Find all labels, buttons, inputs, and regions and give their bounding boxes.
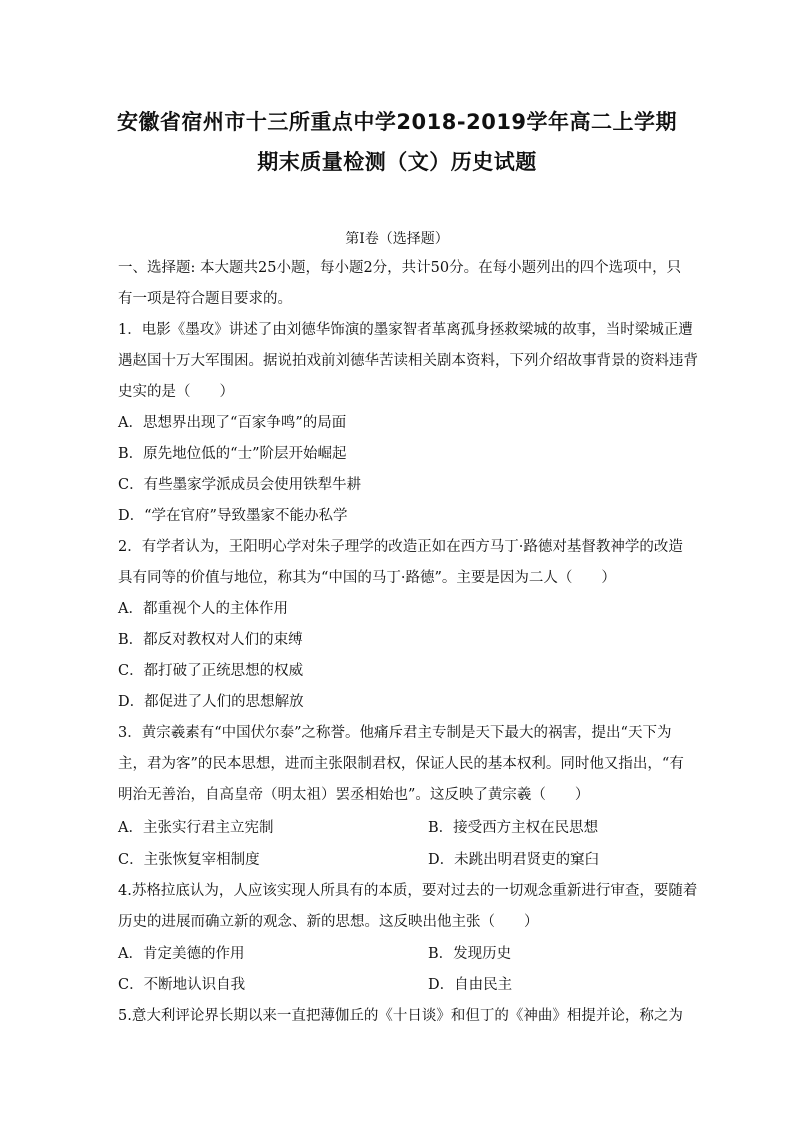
question-1-option-d: D．“学在官府”导致墨家不能办私学 [118, 508, 348, 524]
section-heading: 第I卷（选择题） [345, 231, 449, 247]
question-2-option-d: D．都促进了人们的思想解放 [118, 694, 304, 710]
question-1-option-a: A．思想界出现了“百家争鸣”的局面 [118, 415, 347, 431]
question-4-option-d: D．自由民主 [428, 977, 513, 993]
question-1-stem: 1．电影《墨攻》讲述了由刘德华饰演的墨家智者革离孤身拯救梁城的故事，当时梁城正遭 [118, 322, 693, 338]
question-2-option-b: B．都反对教权对人们的束缚 [118, 632, 303, 648]
question-3-option-a: A．主张实行君主立宪制 [118, 820, 274, 836]
instructions-line: 有一项是符合题目要求的。 [118, 291, 292, 307]
question-1-option-b: B．原先地位低的“士”阶层开始崛起 [118, 446, 347, 462]
question-4-option-b: B．发现历史 [428, 946, 512, 962]
question-4-stem: 4.苏格拉底认为，人应该实现人所具有的本质，要对过去的一切观念重新进行审查，要随着 [118, 883, 698, 899]
question-4-option-c: C．不断地认识自我 [118, 977, 246, 993]
question-3-option-b: B．接受西方主权在民思想 [428, 820, 599, 836]
question-4-option-a: A．肯定美德的作用 [118, 946, 245, 962]
question-2-stem: 2．有学者认为，王阳明心学对朱子理学的改造正如在西方马丁·路德对基督教神学的改造 [118, 539, 683, 555]
question-1-option-c: C．有些墨家学派成员会使用铁犁牛耕 [118, 477, 362, 493]
question-2-option-a: A．都重视个人的主体作用 [118, 601, 288, 617]
question-3-option-c: C．主张恢复宰相制度 [118, 852, 260, 868]
document-title-line-2: 期末质量检测（文）历史试题 [257, 150, 537, 174]
instructions-line: 一、选择题: 本大题共25小题，每小题2分，共计50分。在每小题列出的四个选项中，只 [118, 260, 682, 276]
question-1-stem: 史实的是（ ） [118, 384, 234, 400]
question-1-stem: 遇赵国十万大军围困。据说拍戏前刘德华苦读相关剧本资料，下列介绍故事背景的资料违背 [118, 353, 698, 369]
question-3-option-d: D．未跳出明君贤吏的窠臼 [428, 852, 600, 868]
question-4-stem: 历史的进展而确立新的观念、新的思想。这反映出他主张（ ） [118, 914, 539, 930]
question-2-stem: 具有同等的价值与地位，称其为“中国的马丁·路德”。主要是因为二人（ ） [118, 570, 616, 586]
document-title-line-1: 安徽省宿州市十三所重点中学2018-2019学年高二上学期 [116, 110, 678, 134]
question-3-stem: 明治无善治，自高皇帝（明太祖）罢丞相始也”。这反映了黄宗羲（ ） [118, 787, 590, 803]
question-2-option-c: C．都打破了正统思想的权威 [118, 663, 304, 679]
question-3-stem: 主，君为客”的民本思想，进而主张限制君权，保证人民的基本权利。同时他又指出，“有 [118, 756, 684, 772]
question-3-stem: 3．黄宗羲素有“中国伏尔泰”之称誉。他痛斥君主专制是天下最大的祸害，提出“天下为 [118, 725, 672, 741]
question-5-stem: 5.意大利评论界长期以来一直把薄伽丘的《十日谈》和但丁的《神曲》相提并论，称之为 [118, 1008, 683, 1024]
